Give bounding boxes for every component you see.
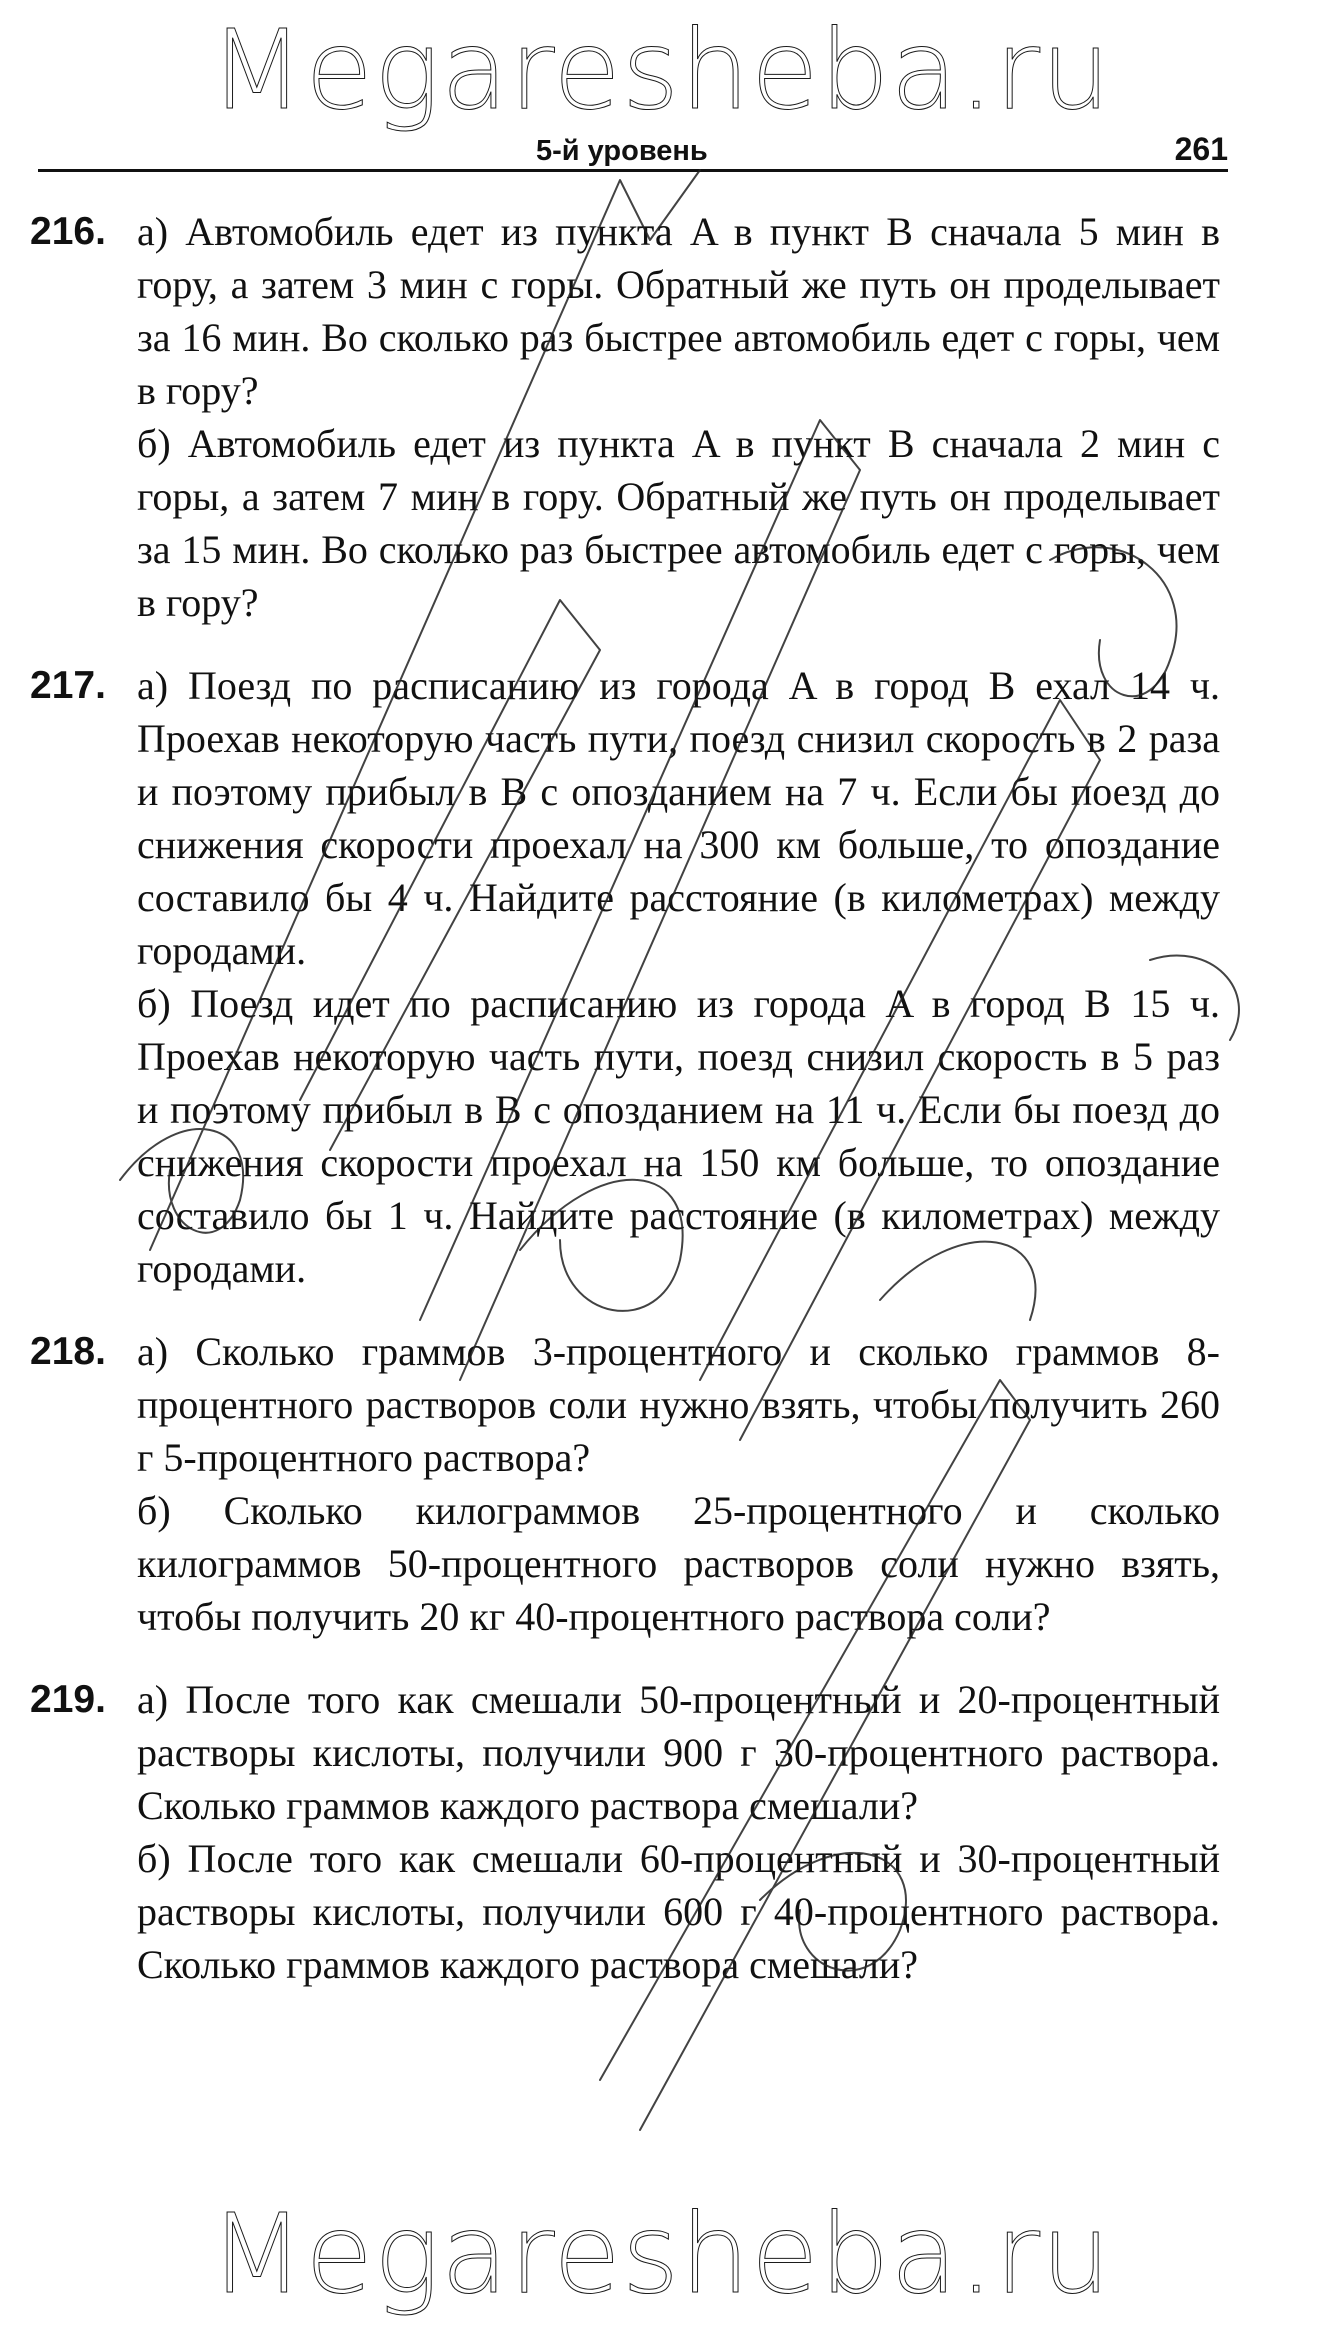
problem-part-a: а) Поезд по расписанию из города A в город B ехал 14 ч. Проехав некоторую часть пути, поезд снизил скорость в 2 раза и поэтому прибыл в B с опозданием на 7 ч. Если бы поезд до снижения скорости проехал на 300 км больше, то опоздание составило бы 4 ч. Найдите расстояние (в километрах) между городами. [137,663,1220,973]
problem-number: 216. [30,210,106,253]
problem-217 [30,659,1220,1295]
page-number: 261 [1174,131,1228,167]
page-header [38,125,1228,172]
problems-list [30,205,1220,2021]
problem-part-b: б) После того как смешали 60-процентный и 30-процентный растворы кислоты, получили 600 г 40-процентного раствора. Сколько граммов каждого раствора смешали? [137,1836,1220,1987]
problem-part-a: а) Сколько граммов 3-процентного и сколько граммов 8-процентного растворов соли нужно взять, чтобы получить 260 г 5-процентного раствора? [137,1329,1220,1480]
problem-part-b: б) Автомобиль едет из пункта A в пункт B сначала 2 мин с горы, а затем 7 мин в гору. Обратный же путь он проделывает за 15 мин. Во сколько раз быстрее автомобиль едет с горы, чем в гору? [137,421,1220,625]
problem-219 [30,1673,1220,1991]
problem-part-b: б) Поезд идет по расписанию из города A в город B 15 ч. Проехав некоторую часть пути, поезд снизил скорость в 5 раз и поэтому прибыл в B с опозданием на 11 ч. Если бы поезд до снижения скорости проехал на 150 км больше, то опоздание составило бы 1 ч. Найдите расстояние (в километрах) между городами. [137,981,1220,1291]
problem-part-b: б) Сколько килограммов 25-процентного и сколько килограммов 50-процентного растворов соли нужно взять, чтобы получить 20 кг 40-процентного раствора соли? [137,1488,1220,1639]
problem-part-a: а) После того как смешали 50-процентный и 20-процентный растворы кислоты, получили 900 г 30-процентного раствора. Сколько граммов каждого раствора смешали? [137,1677,1220,1828]
section-level: 5-й уровень [536,135,708,167]
watermark-bottom: Megaresheba.ru [209,2190,1112,2318]
watermark-top: Megaresheba.ru [209,6,1112,134]
problem-218 [30,1325,1220,1643]
problem-number: 218. [30,1330,106,1373]
problem-number: 217. [30,664,106,707]
problem-number: 219. [30,1678,106,1721]
problem-part-a: а) Автомобиль едет из пункта A в пункт B сначала 5 мин в гору, а затем 3 мин с горы. Обратный же путь он проделывает за 16 мин. Во сколько раз быстрее автомобиль едет с горы, чем в гору? [137,209,1220,413]
problem-216 [30,205,1220,629]
